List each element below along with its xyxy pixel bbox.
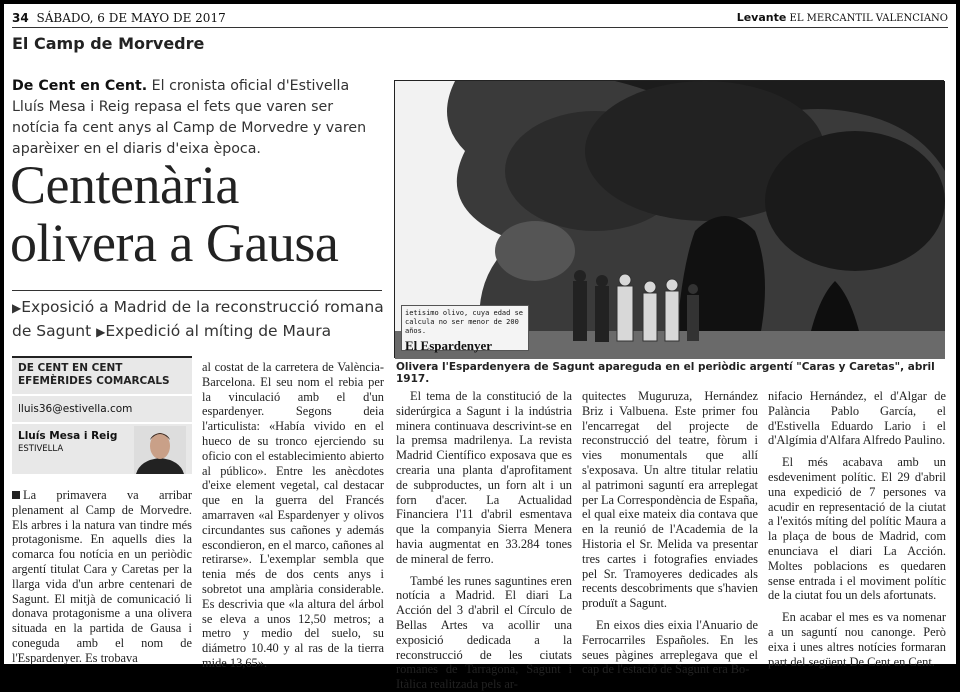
plate-name: El Espardenyer <box>405 338 493 353</box>
column-5-para-3: En acabar el mes es va nomenar a un saguntí nou canonge. Però eixa i unes altres notícies formaran part del següent De Cent en Cent. <box>768 610 946 669</box>
column-1-text: La primavera va arribar plenament al Camp de Morvedre. Els arbres i la natura van tindre més protagonisme. En aquells dies la comarca fou notícia en un periòdic argentí titulat Cara y Caretas per la llarga vida d'un arbre centenari de Sagunt. El mitjà de comunicació li donava protagonisme a una olivera situada en la partida de Gausa i coneguda amb el nom de l'Espardenyer. Es trobava <box>12 488 192 665</box>
page-number: 34 <box>12 10 29 25</box>
author-info <box>12 424 192 474</box>
article-column-5 <box>768 389 946 669</box>
author-email[interactable]: lluis36@estivella.com <box>12 396 192 422</box>
plate-text: ietisimo olivo, cuya edad se calcula no ser menor de 200 años. <box>405 309 524 335</box>
column-label: DE CENT EN CENT EFEMÈRIDES COMARCALS <box>12 356 192 394</box>
article-column-2 <box>202 360 384 671</box>
header-left <box>12 11 226 25</box>
avatar <box>134 426 186 474</box>
header-right <box>737 11 948 24</box>
square-bullet-icon <box>12 491 20 499</box>
page-header <box>12 8 948 28</box>
triangle-bullet-icon: ▶ <box>12 301 22 315</box>
brand-subtitle: EL MERCANTIL VALENCIANO <box>789 13 948 24</box>
divider <box>12 290 382 291</box>
headline: Centenària olivera a Gausa <box>10 155 339 273</box>
newspaper-page <box>4 4 956 692</box>
author-location: ESTIVELLA <box>18 444 64 454</box>
article-column-4 <box>582 389 758 677</box>
author-box <box>12 356 192 476</box>
column-3-para-2: També les runes saguntines eren notícia a Madrid. El diari La Acción del 3 d'abril el Círculo de Bellas Artes va acollir una exposició dedicada a la reconstrucció de les ciutats romanes de Tarragona, Sagunt i Itàlica realitzada pels ar- <box>396 573 572 692</box>
issue-date: SÁBADO, 6 DE MAYO DE 2017 <box>36 10 226 25</box>
lead-paragraph <box>12 76 382 160</box>
lead-bold: De Cent en Cent. <box>12 78 148 94</box>
triangle-bullet-icon: ▶ <box>96 325 106 339</box>
article-column-1 <box>12 488 192 666</box>
olive-tree-photo <box>394 80 944 358</box>
article-column-3 <box>396 389 572 692</box>
section-title: El Camp de Morvedre <box>12 34 205 53</box>
column-5-para-2: El més acabava amb un esdeveniment polític. El 29 d'abril una expedició de 7 persones va acudir en representació de la ciutat a l'exitós míting del polític Maura a la plaça de bous de Madrid, com enunciava el diari La Acción. Moltes poblacions es quedaren sense entrada i el moviment polític de la ciutat fou un dels afortunats. <box>768 455 946 603</box>
author-name: Lluís Mesa i Reig <box>18 430 118 442</box>
subheadline <box>12 296 384 344</box>
brand-name: Levante <box>736 11 787 24</box>
column-4-para-1: quitectes Muguruza, Hernández Briz i Valbuena. Este primer fou l'encarregat del projecte de reconstrucció del teatre, fòrum i vies monumentals que allí s'exposava. Un altre titular relatiu al patrimoni saguntí era arreplegat per La Correspondència de España, el qual eixe mateix dia contava que en la reunió de l'Academia de la Historia el Sr. Melida va presentar tres cartes i fotografies enviades pel Sr. Tramoyeres dedicades als recents descobriments que s'havien produït a Sagunt. <box>582 389 758 611</box>
subhead-item-1: Exposició a Madrid de la reconstrucció romana de Sagunt <box>12 298 384 340</box>
column-4-para-2: En eixos dies eixia l'Anuario de Ferrocarriles Españoles. En les seues pàgines arreplegava que el cap de l'estació de Sagunt era Bo- <box>582 617 758 677</box>
column-3-para-1: El tema de la constitució de la siderúrgica a Sagunt i la indústria minera continuava descrivint-se en la premsa madrilenya. La revista Madrid Científico exposava que es crearia una planta d'aprofitament de subproductes, un forn alt i un forn d'acer. La Actualidad Financiera l'11 d'abril esmentava que la companyia Sierra Menera havia augmentat en 33.284 tones de mineral de ferro. <box>396 389 572 566</box>
column-2-text: al costat de la carretera de València-Barcelona. El seu nom el rebia per la vinculació amb el d'un espardenyer. Segons deia l'articulista: «Había vivido en el hueco de su tronco ejerciendo su oficio con el establecimiento abierto al público». Entre les anècdotes d'eixe element vegetal, cal destacar que en la guerra del Francés amarraven «al Espardenyer y olivos circundantes sus cañones y además escondieron, en el marco, cañones al retirarse». L'exemplar sembla que tenia més de dos cents anys i sobretot una amplària considerable. Es descrivia que «la altura del árbol se eleva a unos 12,50 metros; a metro y medio del suelo, su diámetro 10.40 y al ras de la tierra mide 13,65». <box>202 360 384 670</box>
photo-plate <box>401 305 529 351</box>
column-5-para-1: nifacio Hernández, el d'Algar de Palància Pablo García, el d'Estivella Eduardo Lario i el d'Algímia d'Alfara Alfredo Paulino. <box>768 389 946 448</box>
subhead-item-2: Expedició al míting de Maura <box>105 322 332 340</box>
lead-text: El cronista oficial d'Estivella Lluís Mesa i Reig repasa el fets que varen ser notícia fa cent anys al Camp de Morvedre y varen aparèixer en el diaris d'eixa època. <box>12 78 367 157</box>
photo-caption: Olivera l'Espardenyera de Sagunt apareguda en el periòdic argentí "Caras y Caretas", abril 1917. <box>396 361 935 385</box>
